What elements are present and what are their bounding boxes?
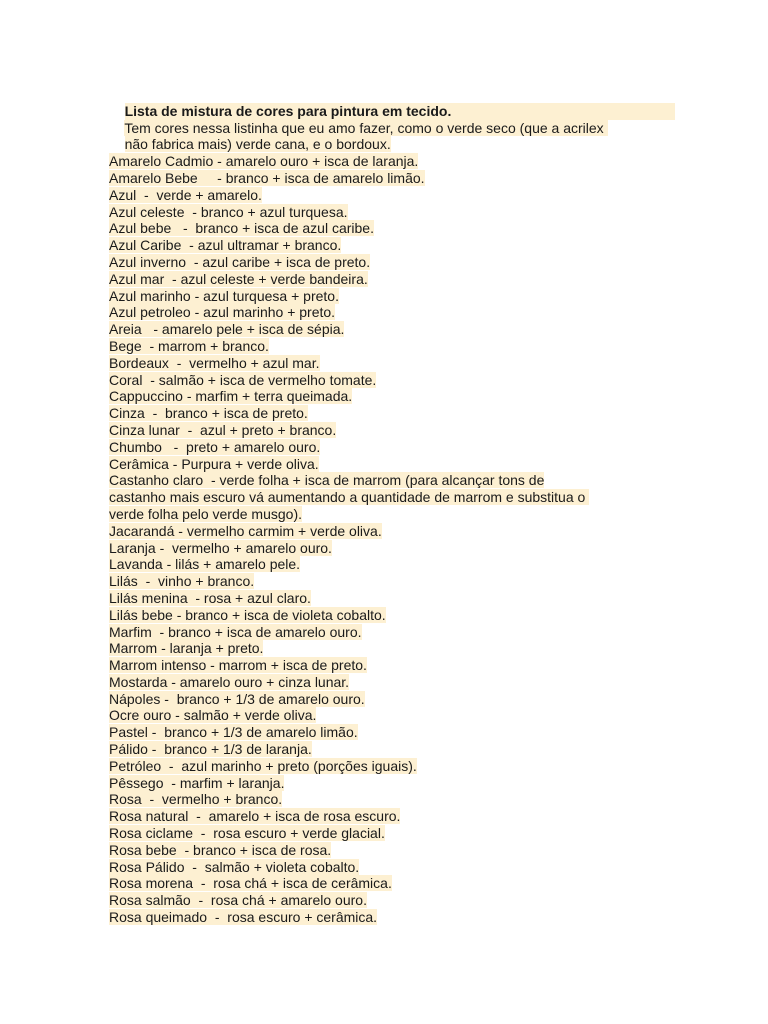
list-item	[109, 439, 669, 456]
list-item	[109, 523, 669, 540]
list-item	[109, 338, 669, 355]
list-item-text: Marfim - branco + isca de amarelo ouro.	[109, 623, 362, 640]
list-item-text: Pálido - branco + 1/3 de laranja.	[109, 741, 312, 758]
list-item-text: Azul Caribe - azul ultramar + branco.	[109, 237, 342, 254]
list-item-text: Bege - marrom + branco.	[109, 337, 269, 354]
list-item	[109, 304, 669, 321]
color-mix-list	[109, 153, 669, 926]
list-item-text: Bordeaux - vermelho + azul mar.	[109, 354, 320, 371]
list-item-text: Rosa Pálido - salmão + violeta cobalto.	[109, 858, 360, 875]
list-item	[109, 422, 669, 439]
list-item-text: Rosa salmão - rosa chá + amarelo ouro.	[109, 892, 367, 909]
list-item	[109, 724, 669, 741]
list-item	[109, 556, 669, 573]
list-item-text: Lilás menina - rosa + azul claro.	[109, 589, 311, 606]
list-item-text: Rosa - vermelho + branco.	[109, 791, 283, 808]
list-item	[109, 220, 669, 237]
list-item	[109, 791, 669, 808]
list-item	[109, 204, 669, 221]
list-item-text: Marrom - laranja + preto.	[109, 640, 264, 657]
list-item-text: Rosa morena - rosa chá + isca de cerâmica.	[109, 875, 392, 892]
list-item-text: Rosa queimado - rosa escuro + cerâmica.	[109, 909, 378, 926]
list-item-text: Chumbo - preto + amarelo ouro.	[109, 438, 321, 455]
list-item-text: Cinza - branco + isca de preto.	[109, 405, 308, 422]
list-item	[109, 388, 669, 405]
list-item	[109, 842, 669, 859]
list-item-text: Azul marinho - azul turquesa + preto.	[109, 287, 339, 304]
list-item-text: Lilás - vinho + branco.	[109, 573, 255, 590]
list-item-text: Pêssego - marfim + laranja.	[109, 774, 285, 791]
list-item	[109, 288, 669, 305]
list-item	[109, 372, 669, 389]
list-item-text: castanho mais escuro vá aumentando a quantidade de marrom e substitua o	[109, 489, 590, 506]
list-item-text: Lilás bebe - branco + isca de violeta cobalto.	[109, 606, 386, 623]
list-item	[109, 640, 669, 657]
list-item-text: Cappuccino - marfim + terra queimada.	[109, 388, 353, 405]
list-item	[109, 405, 669, 422]
list-item-text: Rosa bebe - branco + isca de rosa.	[109, 841, 332, 858]
list-item-text: Azul celeste - branco + azul turquesa.	[109, 203, 348, 220]
list-item	[109, 254, 669, 271]
list-item-text: Petróleo - azul marinho + preto (porções iguais).	[109, 757, 417, 774]
list-item-text: Cinza lunar - azul + preto + branco.	[109, 421, 337, 438]
list-item	[109, 707, 669, 724]
list-item	[109, 170, 669, 187]
list-item	[109, 321, 669, 338]
list-item	[109, 674, 669, 691]
list-item	[109, 506, 669, 523]
list-item	[109, 741, 669, 758]
list-item-text: Cerâmica - Purpura + verde oliva.	[109, 455, 319, 472]
list-item-text: Nápoles - branco + 1/3 de amarelo ouro.	[109, 690, 365, 707]
list-item	[109, 472, 669, 489]
list-item-text: verde folha pelo verde musgo).	[109, 505, 302, 522]
list-item-text: Azul mar - azul celeste + verde bandeira.	[109, 270, 368, 287]
list-item	[109, 657, 669, 674]
list-item-text: Azul petroleo - azul marinho + preto.	[109, 304, 336, 321]
list-item-text: Mostarda - amarelo ouro + cinza lunar.	[109, 673, 350, 690]
list-item-text: Pastel - branco + 1/3 de amarelo limão.	[109, 724, 358, 741]
intro-text: não fabrica mais) verde cana, e o bordoux.	[124, 136, 391, 153]
document-title-line	[109, 86, 669, 119]
document-title: Lista de mistura de cores para pintura em tecido.	[125, 103, 675, 120]
list-item-text: Amarelo Cadmio - amarelo ouro + isca de laranja.	[109, 153, 419, 170]
list-item	[109, 775, 669, 792]
list-item	[109, 237, 669, 254]
list-item-text: Azul bebe - branco + isca de azul caribe.	[109, 220, 374, 237]
list-item	[109, 892, 669, 909]
document-page	[109, 86, 669, 926]
list-item	[109, 456, 669, 473]
list-item-text: Castanho claro - verde folha + isca de marrom (para alcançar tons de	[109, 472, 545, 489]
list-item-text: Coral - salmão + isca de vermelho tomate.	[109, 371, 377, 388]
list-item	[109, 271, 669, 288]
list-item	[109, 607, 669, 624]
list-item-text: Lavanda - lilás + amarelo pele.	[109, 556, 301, 573]
list-item	[109, 355, 669, 372]
list-item-text: Laranja - vermelho + amarelo ouro.	[109, 539, 332, 556]
list-item	[109, 540, 669, 557]
list-item	[109, 489, 669, 506]
list-item	[109, 187, 669, 204]
list-item-text: Azul inverno - azul caribe + isca de preto.	[109, 253, 371, 270]
list-item	[109, 825, 669, 842]
intro-text: Tem cores nessa listinha que eu amo fazer, como o verde seco (que a acrilex	[124, 119, 608, 136]
list-item-text: Amarelo Bebe - branco + isca de amarelo limão.	[109, 169, 425, 186]
list-item	[109, 573, 669, 590]
list-item	[109, 909, 669, 926]
list-item	[109, 691, 669, 708]
list-item-text: Ocre ouro - salmão + verde oliva.	[109, 707, 317, 724]
list-item-text: Rosa natural - amarelo + isca de rosa escuro.	[109, 808, 401, 825]
list-item-text: Rosa ciclame - rosa escuro + verde glacial.	[109, 825, 385, 842]
list-item-text: Marrom intenso - marrom + isca de preto.	[109, 657, 367, 674]
list-item-text: Azul - verde + amarelo.	[109, 186, 262, 203]
list-item	[109, 590, 669, 607]
list-item-text: Areia - amarelo pele + isca de sépia.	[109, 321, 345, 338]
list-item	[109, 624, 669, 641]
list-item	[109, 875, 669, 892]
list-item	[109, 758, 669, 775]
list-item-text: Jacarandá - vermelho carmim + verde oliva.	[109, 522, 382, 539]
list-item	[109, 153, 669, 170]
list-item	[109, 808, 669, 825]
list-item	[109, 859, 669, 876]
